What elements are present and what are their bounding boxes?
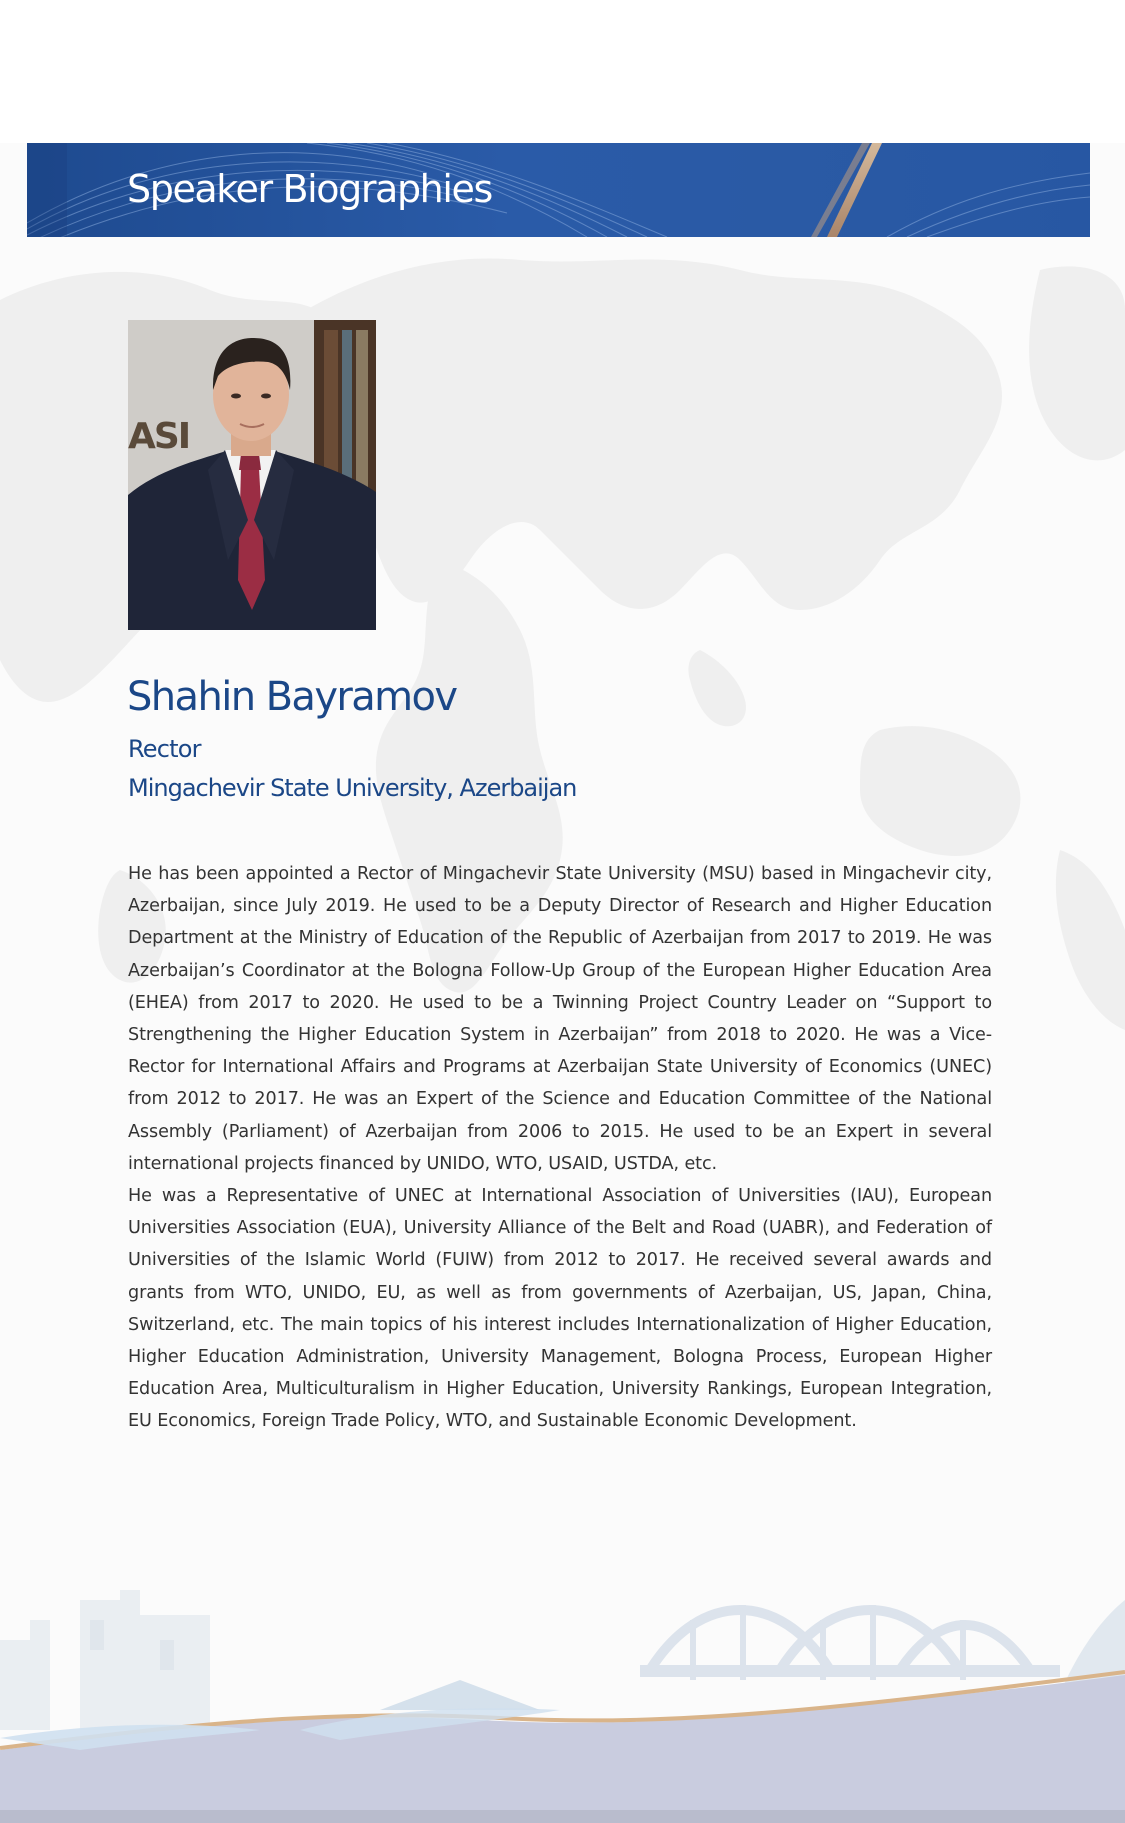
speaker-role: Rector — [128, 735, 201, 763]
footer-decoration — [0, 1560, 1125, 1823]
speaker-photo — [128, 320, 376, 630]
top-margin — [0, 0, 1125, 143]
speaker-biography — [128, 858, 992, 1438]
bio-paragraph: He has been appointed a Rector of Mingachevir State University (MSU) based in Mingachevir city, Azerbaijan, since July 2019. He used to be a Deputy Director of Research and Higher Education Department at the Ministry of Education of the Republic of Azerbaijan from 2017 to 2019. He was Azerbaijan’s Coordinator at the Bologna Follow-Up Group of the European Higher Education Area (EHEA) from 2017 to 2020. He used to be a Twinning Project Country Leader on “Support to Strengthening the Higher Education System in Azerbaijan” from 2018 to 2020. He was a Vice-Rector for International Affairs and Programs at Azerbaijan State University of Economics (UNEC) from 2012 to 2017. He was an Expert of the Science and Education Committee of the National Assembly (Parliament) of Azerbaijan from 2006 to 2015. He used to be an Expert in several international projects financed by UNIDO, WTO, USAID, USTDA, etc. — [128, 864, 992, 1174]
speaker-portrait-image — [128, 320, 376, 630]
header-banner — [27, 143, 1090, 237]
bio-paragraph: He was a Representative of UNEC at International Association of Universities (IAU), European Universities Association (EUA), University Alliance of the Belt and Road (UABR), and Federation of Universities of the Islamic World (FUIW) from 2012 to 2017. He received several awards and grants from WTO, UNIDO, EU, as well as from governments of Azerbaijan, US, Japan, China, Switzerland, etc. The main topics of his interest includes Internationalization of Higher Education, Higher Education Administration, University Management, Bologna Process, European Higher Education Area, Multiculturalism in Higher Education, University Rankings, European Integration, EU Economics, Foreign Trade Policy, WTO, and Sustainable Economic Development. — [128, 1186, 992, 1432]
speaker-name: Shahin Bayramov — [127, 674, 457, 720]
speaker-affiliation: Mingachevir State University, Azerbaijan — [128, 774, 577, 802]
page-title: Speaker Biographies — [127, 167, 492, 211]
photo-background-sign: ASI — [128, 416, 190, 457]
